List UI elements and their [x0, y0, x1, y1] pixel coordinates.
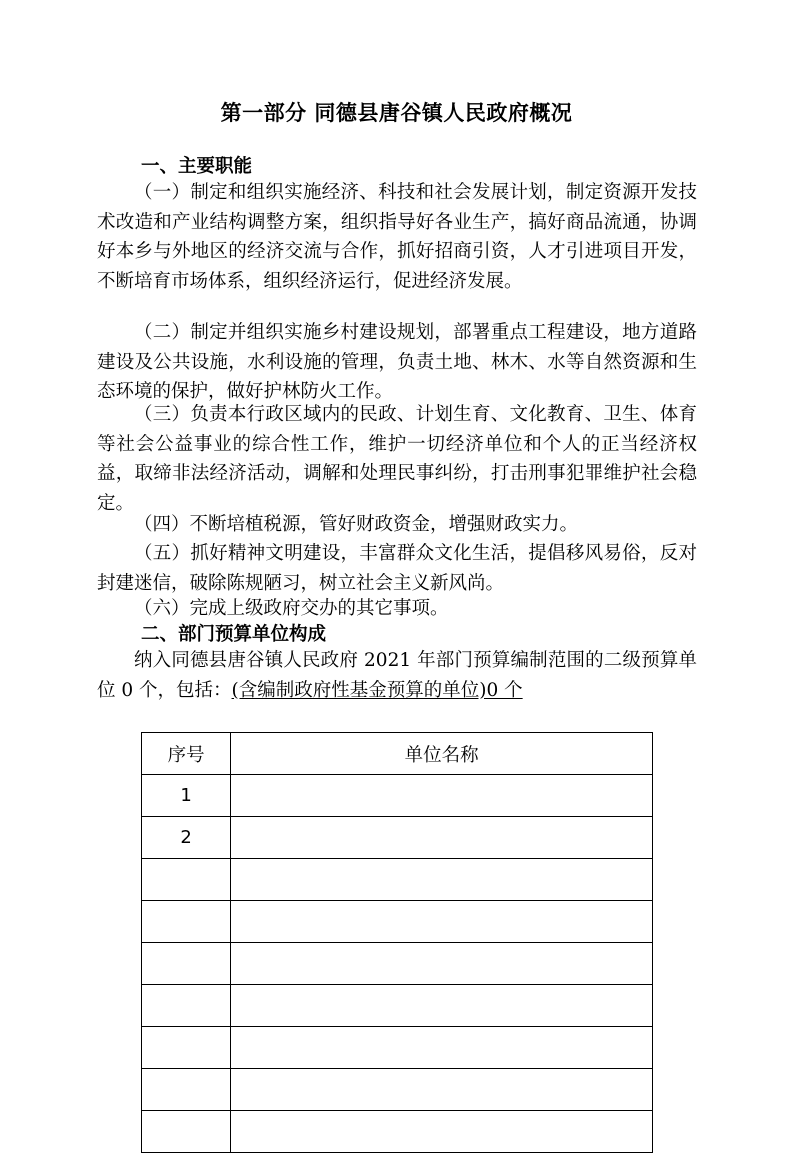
table-row: [142, 985, 653, 1027]
table-header-row: [142, 733, 653, 775]
table-row: [142, 1111, 653, 1153]
table-cell-index: [142, 1111, 231, 1153]
table-cell-unit-name: [231, 985, 653, 1027]
table-cell-index: [142, 943, 231, 985]
table-row: [142, 859, 653, 901]
paragraph-function-2: （二）制定并组织实施乡村建设规划，部署重点工程建设，地方道路建设及公共设施，水利设施的管理，负责土地、林木、水等自然资源和生态环境的保护，做好护林防火工作。: [97, 322, 697, 403]
table-cell-unit-name: [231, 775, 653, 817]
budget-units-underlined: (含编制政府性基金预算的单位)0 个: [231, 679, 523, 701]
paragraph-budget-units: [97, 646, 697, 705]
table-cell-index: [142, 901, 231, 943]
table-row: [142, 817, 653, 859]
table-row: [142, 1069, 653, 1111]
table-row: [142, 943, 653, 985]
table-row: [142, 775, 653, 817]
table-row: [142, 901, 653, 943]
table-header-unit-name: 单位名称: [231, 733, 653, 775]
table-row: [142, 1027, 653, 1069]
section-heading-budget-units: 二、部门预算单位构成: [141, 624, 327, 645]
table-cell-unit-name: [231, 901, 653, 943]
paragraph-function-4: （四）不断培植税源，管好财政资金，增强财政实力。: [134, 514, 579, 535]
section-heading-main-functions: 一、主要职能: [141, 156, 253, 177]
budget-units-intro: 纳入同德县唐谷镇人民政府 2021 年部门预算编制范围的二级预算单位 0 个，包括：: [97, 650, 697, 701]
table-cell-index: 2: [142, 817, 231, 859]
table-cell-index: [142, 985, 231, 1027]
page-title: 第一部分 同德县唐谷镇人民政府概况: [220, 101, 573, 125]
paragraph-function-6: （六）完成上级政府交办的其它事项。: [134, 598, 449, 619]
budget-unit-table: [141, 732, 653, 1153]
paragraph-function-5: （五）抓好精神文明建设，丰富群众文化生活，提倡移风易俗，反对封建迷信，破除陈规陋习，树立社会主义新风尚。: [97, 543, 697, 594]
table-cell-unit-name: [231, 943, 653, 985]
paragraph-function-1: （一）制定和组织实施经济、科技和社会发展计划，制定资源开发技术改造和产业结构调整方案，组织指导好各业生产，搞好商品流通，协调好本乡与外地区的经济交流与合作，抓好招商引资，人才引进项目开发，不断培育市场体系，组织经济运行，促进经济发展。: [97, 182, 697, 292]
table-cell-unit-name: [231, 1069, 653, 1111]
table-cell-unit-name: [231, 859, 653, 901]
table-cell-unit-name: [231, 817, 653, 859]
table-cell-index: [142, 1069, 231, 1111]
paragraph-function-3: （三）负责本行政区域内的民政、计划生育、文化教育、卫生、体育等社会公益事业的综合性工作，维护一切经济单位和个人的正当经济权益，取缔非法经济活动，调解和处理民事纠纷，打击刑事犯罪维护社会稳定。: [97, 404, 697, 514]
table-cell-index: [142, 1027, 231, 1069]
table-cell-index: [142, 859, 231, 901]
table-header-index: 序号: [142, 733, 231, 775]
table-cell-unit-name: [231, 1111, 653, 1153]
table-cell-index: 1: [142, 775, 231, 817]
table-cell-unit-name: [231, 1027, 653, 1069]
